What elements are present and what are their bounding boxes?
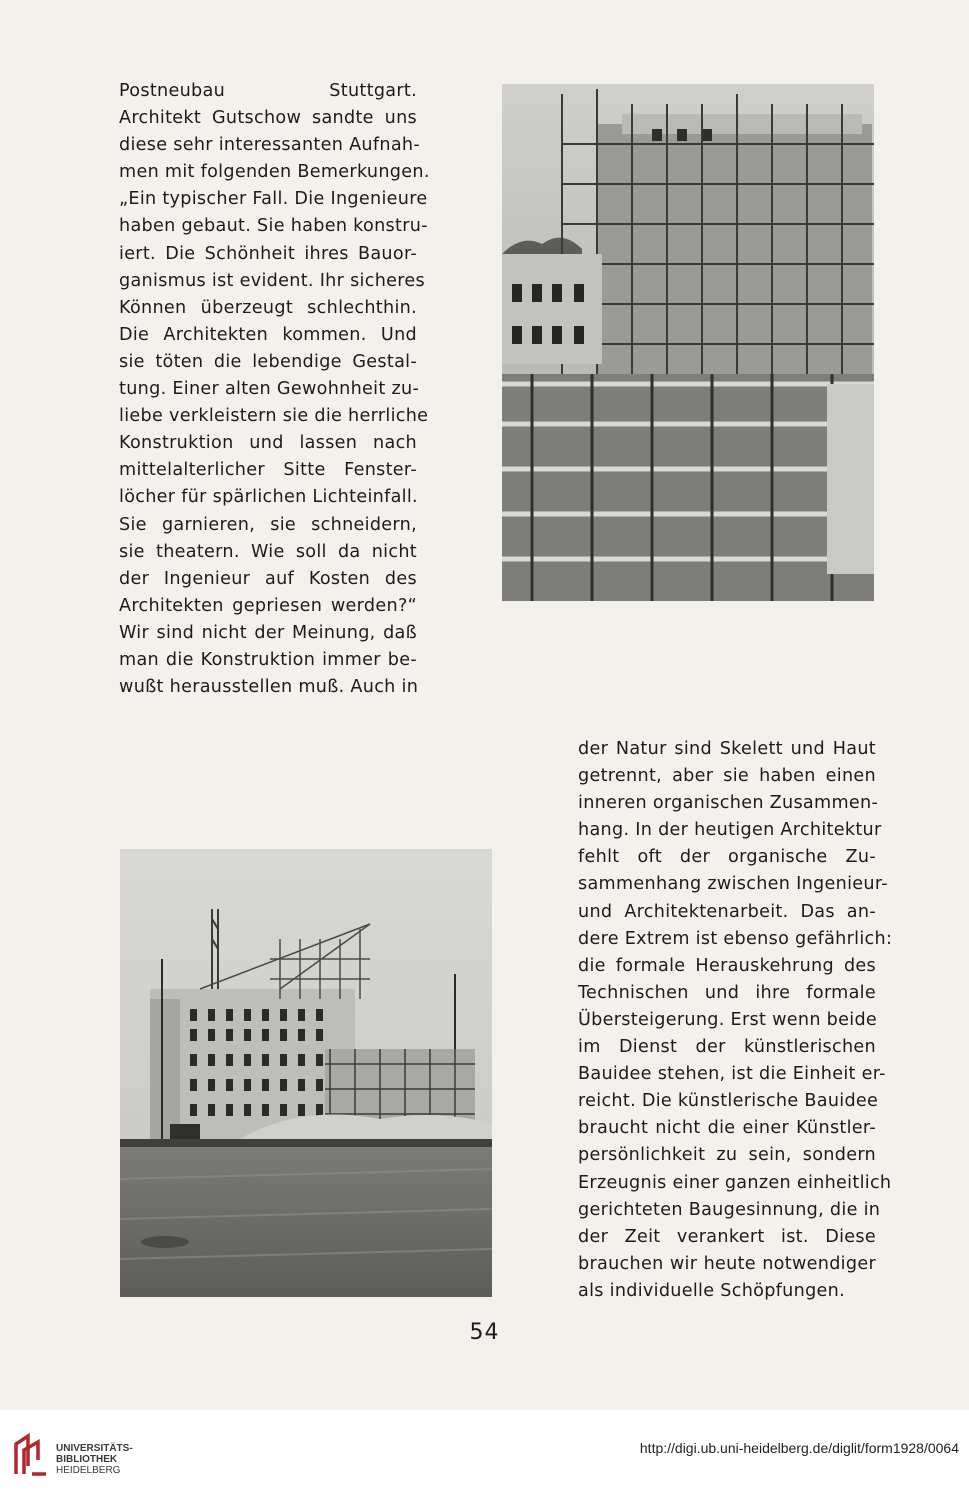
left-line: Architekten gepriesen werden?“ — [119, 595, 417, 616]
right-line: getrennt, aber sie haben einen — [578, 766, 876, 787]
left-line: Wir sind nicht der Meinung, daß — [119, 622, 417, 643]
left-line: ganismus ist evident. Ihr sicheres — [119, 270, 426, 291]
left-line: Architekt Gutschow sandte uns — [119, 108, 417, 129]
right-line: der Zeit verankert ist. Diese — [578, 1226, 876, 1247]
right-line: Erzeugnis einer ganzen einheitlich — [578, 1172, 892, 1193]
page-number: 54 — [469, 1320, 500, 1345]
right-line: hang. In der heutigen Architektur — [578, 820, 882, 841]
right-line: der Natur sind Skelett und Haut — [578, 739, 876, 759]
left-line: sie töten die lebendige Gestal- — [119, 351, 417, 372]
library-name-line3: HEIDELBERG — [56, 1465, 121, 1476]
university-library-logo-icon — [10, 1430, 52, 1478]
photo-street-image — [120, 849, 492, 1297]
right-line: fehlt oft der organische Zu- — [578, 847, 876, 868]
right-line: sammenhang zwischen Ingenieur- — [578, 874, 888, 895]
photo-building-scaffolding-top — [502, 84, 874, 601]
left-line: tung. Einer alten Gewohnheit zu- — [119, 379, 420, 400]
left-line: men mit folgenden Bemerkungen. — [119, 162, 430, 183]
right-line: Übersteigerung. Erst wenn beide — [578, 1009, 878, 1030]
left-line: liebe verkleistern sie die herrliche — [119, 406, 429, 427]
right-line: persönlichkeit zu sein, sondern — [578, 1145, 876, 1166]
right-line: als individuelle Schöpfungen. — [578, 1280, 846, 1301]
right-line: inneren organischen Zusammen- — [578, 793, 879, 814]
right-line: und Architektenarbeit. Das an- — [578, 901, 876, 922]
left-line: Die Architekten kommen. Und — [119, 324, 417, 345]
left-line: haben gebaut. Sie haben konstru- — [119, 216, 428, 237]
left-line: sie theatern. Wie soll da nicht — [119, 541, 417, 562]
left-line: löcher für spärlichen Lichteinfall. — [119, 487, 418, 508]
left-line: diese sehr interessanten Aufnah- — [119, 135, 421, 156]
right-line: Technischen und ihre formale — [578, 982, 876, 1003]
left-line: iert. Die Schönheit ihres Bauor- — [119, 243, 417, 264]
left-line: man die Konstruktion immer be- — [119, 649, 417, 670]
library-name-line1: UNIVERSITÄTS- — [56, 1443, 133, 1454]
left-line: mittelalterlicher Sitte Fenster- — [119, 460, 417, 481]
photo-scaffolding-image — [502, 84, 874, 601]
right-line: die formale Herauskehrung des — [578, 955, 876, 976]
right-line: dere Extrem ist ebenso gefährlich: — [578, 928, 893, 949]
right-line: reicht. Die künstlerische Bauidee — [578, 1091, 879, 1112]
left-line: Sie garnieren, sie schneidern, — [119, 514, 417, 535]
left-text-column — [119, 78, 430, 701]
photo-building-street-bottom — [120, 849, 492, 1297]
library-name-line2: BIBLIOTHEK — [56, 1454, 118, 1465]
library-name — [56, 1443, 133, 1476]
right-line: braucht nicht die einer Künstler- — [578, 1118, 876, 1139]
left-line: wußt herausstellen muß. Auch in — [119, 677, 419, 698]
right-line: gerichteten Baugesinnung, die in — [578, 1199, 881, 1220]
right-line: Bauidee stehen, ist die Einheit er- — [578, 1064, 886, 1085]
left-line: Konstruktion und lassen nach — [119, 433, 417, 454]
right-line: brauchen wir heute notwendiger — [578, 1253, 876, 1274]
source-url-link[interactable]: http://digi.ub.uni-heidelberg.de/diglit/form1928/0064 — [639, 1440, 959, 1456]
right-line: im Dienst der künstlerischen — [578, 1037, 876, 1058]
right-text-column — [578, 736, 893, 1305]
left-line: der Ingenieur auf Kosten des — [119, 568, 417, 589]
left-line: Können überzeugt schlechthin. — [119, 297, 417, 318]
left-line: Postneubau Stuttgart. — [119, 81, 417, 101]
left-line: „Ein typischer Fall. Die Ingenieure — [119, 189, 428, 210]
